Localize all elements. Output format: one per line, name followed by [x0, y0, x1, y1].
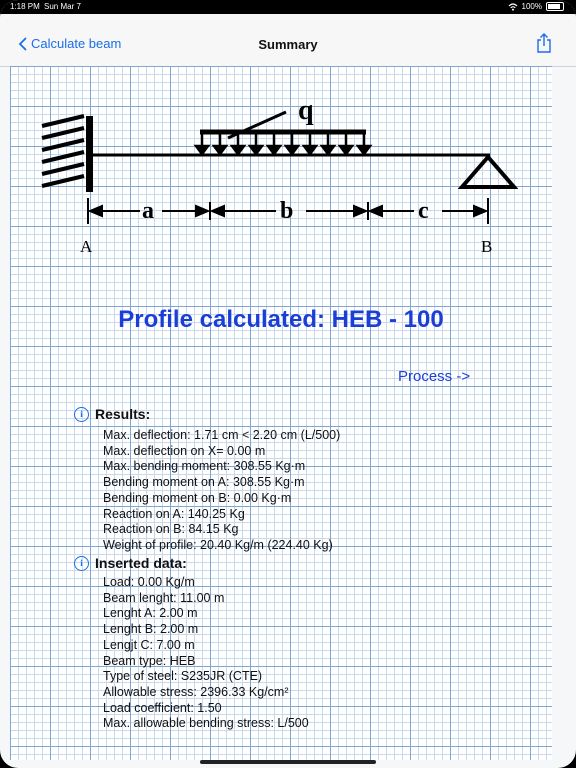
inserted-line: Beam type: HEB: [103, 653, 196, 668]
inserted-line: Lenght B: 2.00 m: [103, 622, 199, 637]
home-indicator[interactable]: [200, 760, 376, 764]
dimension-c-label: c: [418, 198, 429, 224]
fixed-support-icon: [42, 116, 93, 192]
inserted-line: Lenght A: 2.00 m: [103, 606, 198, 621]
navigation-bar: [0, 14, 576, 67]
pinned-support-icon: [462, 157, 514, 187]
battery-percent: 100%: [521, 2, 542, 11]
summary-content[interactable]: [10, 66, 552, 760]
wifi-icon: [508, 3, 518, 11]
result-line: Reaction on B: 84.15 Kg: [103, 522, 239, 537]
inserted-line: Load coefficient: 1.50: [103, 700, 222, 715]
beam-diagram: [30, 94, 540, 264]
result-line: Max. deflection on X= 0.00 m: [103, 443, 266, 458]
dimension-b-label: b: [280, 198, 294, 224]
result-line: Bending moment on A: 308.55 Kg·m: [103, 475, 305, 490]
info-icon[interactable]: i: [74, 407, 89, 422]
inserted-data-title: Inserted data:: [95, 555, 187, 571]
result-line: Reaction on A: 140.25 Kg: [103, 506, 245, 521]
process-link[interactable]: Process ->: [398, 368, 471, 385]
dimension-a-label: a: [142, 198, 154, 224]
status-bar: [0, 0, 576, 14]
inserted-data-list: [103, 575, 309, 732]
share-icon: [536, 32, 552, 54]
result-line: Bending moment on B: 0.00 Kg·m: [103, 490, 292, 505]
inserted-line: Allowable stress: 2396.33 Kg/cm²: [103, 684, 289, 699]
inserted-line: Max. allowable bending stress: L/500: [103, 716, 309, 731]
distributed-load-icon: [196, 112, 370, 154]
inserted-data-heading: [74, 555, 187, 571]
battery-icon: [546, 2, 564, 11]
results-title: Results:: [95, 406, 151, 422]
status-date: Sun Mar 7: [44, 2, 81, 11]
result-line: Weight of profile: 20.40 Kg/m (224.40 Kg): [103, 537, 333, 552]
page-title: Summary: [258, 37, 318, 52]
results-heading: [74, 406, 150, 422]
status-right: [508, 2, 564, 11]
share-button[interactable]: [536, 32, 552, 59]
status-time: 1:18 PM: [10, 2, 40, 11]
result-line: Max. deflection: 1.71 cm < 2.20 cm (L/500): [103, 428, 341, 442]
inserted-line: Load: 0.00 Kg/m: [103, 575, 195, 589]
support-b-label: B: [481, 237, 493, 256]
load-label: q: [298, 95, 314, 126]
back-button-label: Calculate beam: [31, 36, 122, 51]
results-list: [103, 428, 340, 554]
inserted-line: Beam lenght: 11.00 m: [103, 590, 225, 605]
info-icon[interactable]: i: [74, 556, 89, 571]
inserted-line: Lengjt C: 7.00 m: [103, 637, 195, 652]
result-line: Max. bending moment: 308.55 Kg·m: [103, 459, 306, 474]
inserted-line: Type of steel: S235JR (CTE): [103, 669, 263, 684]
support-a-label: A: [80, 237, 93, 256]
profile-result: Profile calculated: HEB - 100: [118, 306, 444, 333]
